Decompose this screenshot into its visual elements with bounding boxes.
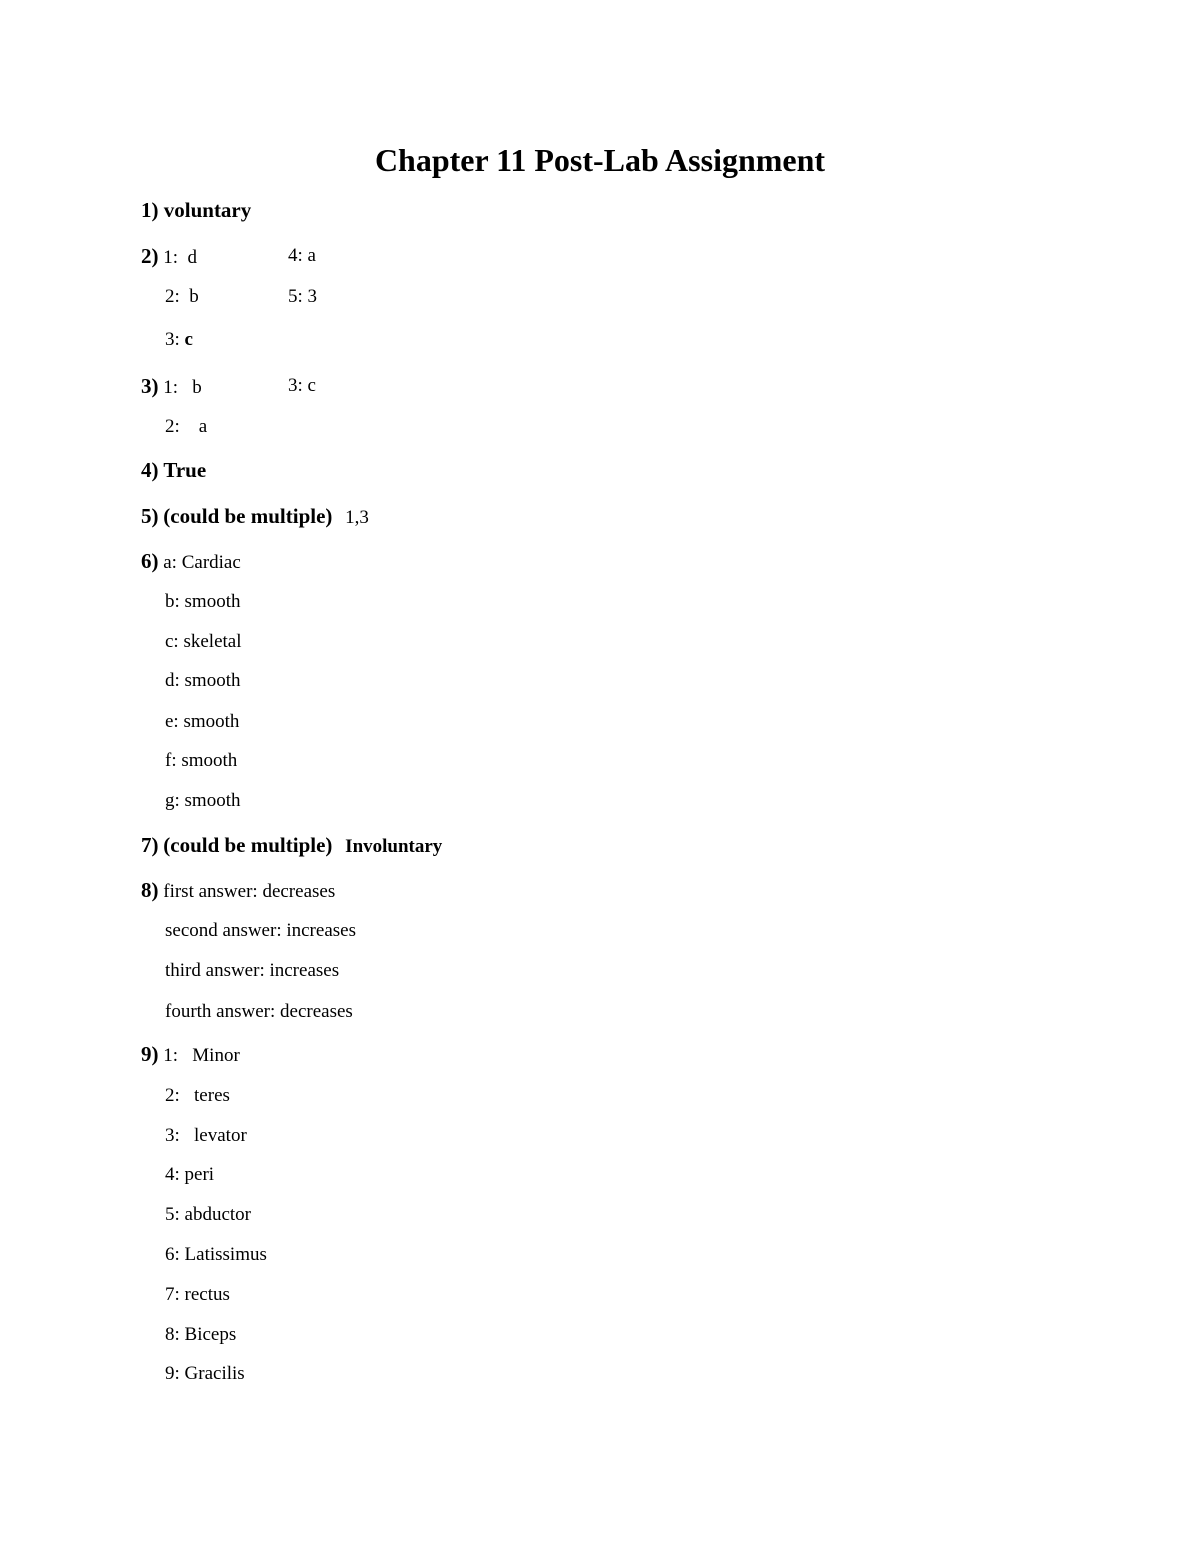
answer-item: g: smooth <box>165 790 241 811</box>
question-5 <box>141 504 369 530</box>
question-number: 9) <box>141 1042 159 1066</box>
answer-item: 5: 3 <box>288 286 318 307</box>
question-note: (could be multiple) <box>163 833 333 857</box>
question-1 <box>141 198 251 222</box>
answer-item: 4: peri <box>165 1164 215 1185</box>
answer: voluntary <box>163 198 252 222</box>
answer-item: b: smooth <box>165 591 241 612</box>
question-9 <box>141 1042 240 1068</box>
answer-item: 1: b <box>163 377 202 398</box>
question-2 <box>141 244 197 270</box>
answer-item: 1: Minor <box>163 1045 240 1066</box>
answer-item: 3: c <box>288 375 316 396</box>
answer-item: 2: a <box>165 416 208 437</box>
answer-item: 2: teres <box>165 1085 230 1106</box>
answer-item: f: smooth <box>165 750 238 771</box>
question-number: 7) <box>141 833 159 857</box>
question-4 <box>141 458 206 482</box>
answer-item: 2: b <box>165 286 199 307</box>
answer-value: c <box>184 329 193 350</box>
question-number: 6) <box>141 549 159 573</box>
answer-item: 4: a <box>288 245 316 266</box>
question-note: (could be multiple) <box>163 504 333 528</box>
question-number: 2) <box>141 244 159 268</box>
question-number: 8) <box>141 878 159 902</box>
page-title: Chapter 11 Post-Lab Assignment <box>374 142 826 178</box>
question-number: 1) <box>141 198 159 222</box>
answer: Involuntary <box>345 836 443 857</box>
answer-item <box>165 328 193 352</box>
answer-item: 6: Latissimus <box>165 1244 267 1265</box>
answer-item: 1: d <box>163 247 198 268</box>
question-number: 3) <box>141 374 159 398</box>
question-3 <box>141 374 202 400</box>
answer-label: 3: <box>165 329 185 350</box>
answer-item: 3: levator <box>165 1125 247 1146</box>
question-7 <box>141 833 442 859</box>
answer-item: first answer: decreases <box>163 881 336 902</box>
question-8 <box>141 878 335 904</box>
answer-item: 9: Gracilis <box>165 1363 245 1384</box>
answer-item: second answer: increases <box>165 920 356 941</box>
answer-item: 5: abductor <box>165 1204 252 1225</box>
answer: 1,3 <box>345 507 369 528</box>
answer-item: third answer: increases <box>165 960 340 981</box>
answer-item: e: smooth <box>165 711 240 732</box>
answer: True <box>163 458 207 482</box>
answer-item: fourth answer: decreases <box>165 1001 353 1022</box>
answer-item: 7: rectus <box>165 1284 230 1305</box>
answer-item: d: smooth <box>165 670 241 691</box>
question-number: 5) <box>141 504 159 528</box>
answer-item: c: skeletal <box>165 631 242 652</box>
question-6 <box>141 549 241 575</box>
question-number: 4) <box>141 458 159 482</box>
answer-item: a: Cardiac <box>163 552 241 573</box>
answer-item: 8: Biceps <box>165 1324 237 1345</box>
